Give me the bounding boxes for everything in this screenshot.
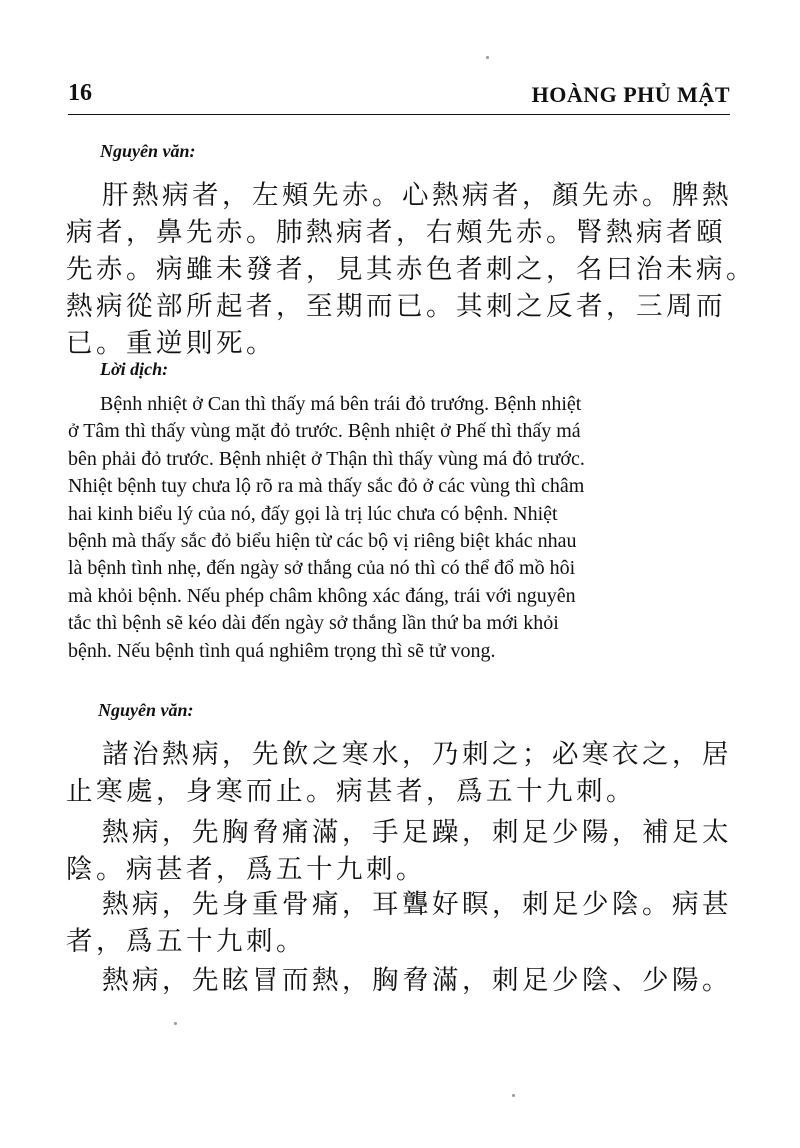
translation-line: Nhiệt bệnh tuy chưa lộ rõ ra mà thấy sắc đỏ ở các vùng thì châm bbox=[68, 475, 585, 498]
original-text-line: 熱病，先胸脅痛滿，手足躁，刺足少陽，補足太 bbox=[102, 817, 732, 848]
original-text-paragraph bbox=[66, 814, 736, 888]
page-header bbox=[68, 74, 730, 115]
translation-line: bệnh mà thấy sắc đỏ biểu hiện từ các bộ vị riêng biệt khác nhau bbox=[68, 530, 577, 553]
page-number: 16 bbox=[68, 80, 92, 106]
original-text-line: 止寒處，身寒而止。病甚者，爲五十九刺。 bbox=[66, 776, 636, 807]
original-text-line: 熱病，先身重骨痛，耳聾好瞑，刺足少陰。病甚 bbox=[102, 889, 732, 920]
translation-line: mà khỏi bệnh. Nếu phép châm không xác đáng, trái với nguyên bbox=[68, 584, 576, 607]
original-text-block bbox=[66, 177, 756, 362]
translation-line: bên phải đỏ trước. Bệnh nhiệt ở Thận thì thấy vùng má đỏ trước. bbox=[68, 447, 585, 470]
original-text-line: 諸治熱病，先飲之寒水，乃刺之；必寒衣之，居 bbox=[102, 739, 732, 770]
section-label-original-text-2: Nguyên văn: bbox=[98, 700, 194, 720]
translation-line: tắc thì bệnh sẽ kéo dài đến ngày sở thắng lần thứ ba mới khỏi bbox=[68, 612, 559, 635]
original-text-line: 病者，鼻先赤。肺熱病者，右頰先赤。腎熱病者頤 bbox=[66, 217, 726, 248]
section-label-translation: Lời dịch: bbox=[100, 359, 169, 379]
original-text-line: 先赤。病雖未發者，見其赤色者刺之，名曰治未病。 bbox=[66, 254, 756, 285]
scan-speck bbox=[174, 1022, 177, 1025]
translation-line: là bệnh tình nhẹ, đến ngày sở thắng của nó thì có thể đổ mồ hôi bbox=[68, 557, 576, 580]
original-text-line: 者，爲五十九刺。 bbox=[66, 926, 306, 957]
original-text-line: 熱病從部所起者，至期而已。其刺之反者，三周而 bbox=[66, 291, 726, 322]
original-text-line: 陰。病甚者，爲五十九刺。 bbox=[66, 854, 426, 885]
section-label-original-text: Nguyên văn: bbox=[100, 141, 196, 161]
translation-line: hai kinh biểu lý của nó, đấy gọi là trị lúc chưa có bệnh. Nhiệt bbox=[68, 502, 558, 525]
original-text-paragraph bbox=[66, 962, 736, 999]
scan-speck bbox=[512, 1094, 515, 1097]
original-text-line: 熱病，先眩冒而熱，胸脅滿，刺足少陰、少陽。 bbox=[102, 965, 732, 996]
original-text-paragraph bbox=[66, 736, 736, 810]
original-text-paragraph bbox=[66, 886, 736, 960]
scan-speck bbox=[486, 56, 489, 59]
original-text-line: 肝熱病者，左頰先赤。心熱病者，顏先赤。脾熱 bbox=[102, 180, 732, 211]
translation-line: Bệnh nhiệt ở Can thì thấy má bên trái đỏ trướng. Bệnh nhiệt bbox=[100, 393, 582, 415]
translation-line: ở Tâm thì thấy vùng mặt đỏ trước. Bệnh nhiệt ở Phế thì thấy má bbox=[68, 420, 581, 443]
translation-block bbox=[68, 391, 734, 665]
running-head: HOÀNG PHỦ MẬT bbox=[531, 82, 730, 107]
translation-line: bệnh. Nếu bệnh tình quá nghiêm trọng thì sẽ tử vong. bbox=[68, 639, 496, 662]
original-text-line: 已。重逆則死。 bbox=[66, 328, 276, 359]
